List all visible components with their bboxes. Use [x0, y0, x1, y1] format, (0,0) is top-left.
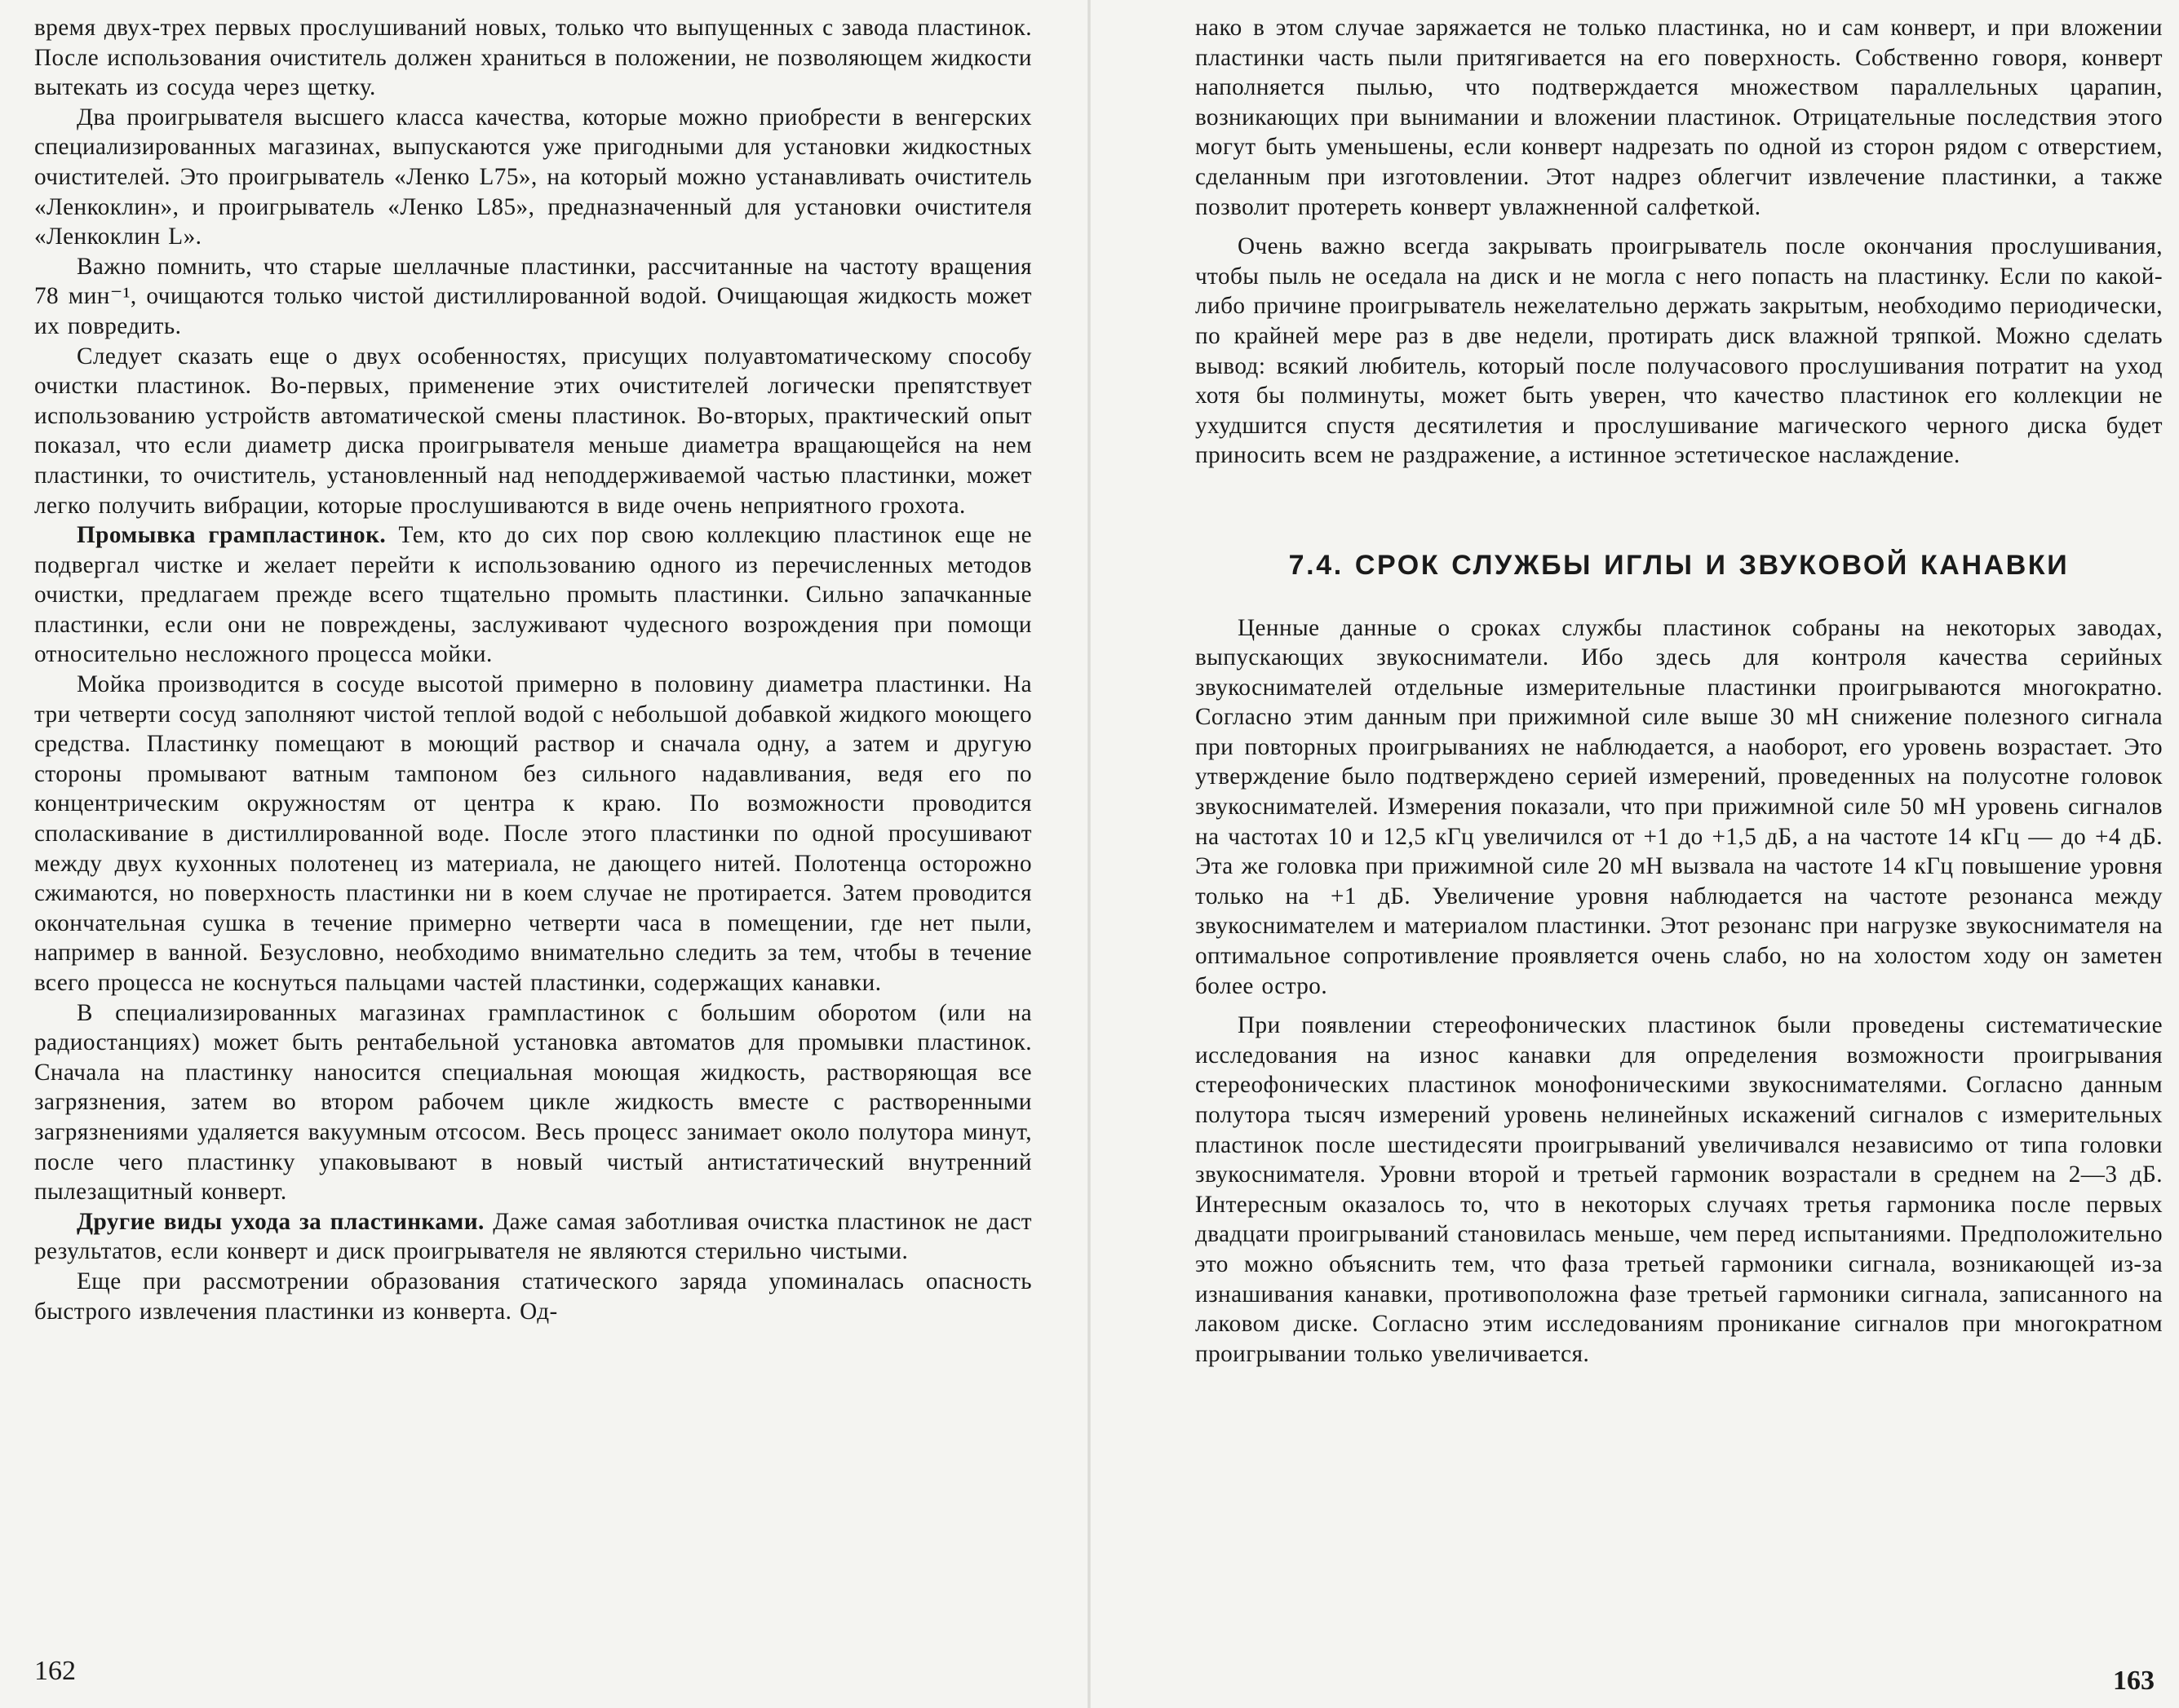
- paragraph: Ценные данные о сроках службы пластинок собраны на некоторых заводах, выпускающих звукосниматели. Ибо здесь для контроля качества серийных звукоснимателей отдельные измерительные пластинки проигрываются многократно. Согласно этим данным при прижимной силе выше 30 мН снижение полезного сигнала при повторных проигрываниях не наблюдается, а наоборот, его уровень возрастает. Это утверждение было подтверждено серией измерений, проведенных на полусотне головок звукоснимателей. Измерения показали, что при прижимной силе 50 мН уровень сигналов на частотах 10 и 12,5 кГц увеличился от +1 до +1,5 дБ, а на частоте 14 кГц — до +4 дБ. Эта же головка при прижимной силе 20 мН вызвала на частоте 14 кГц повышение уровня только на +1 дБ. Увеличение уровня наблюдается на частоте резонанса между звукоснимателем и материалом пластинки. Этот резонанс при нагрузке звукоснимателя на оптимальное сопротивление проявляется очень слабо, но на холостом ходу он заметен более остро.: [1195, 614, 2163, 999]
- right-page: [1089, 0, 2179, 1708]
- paragraph: В специализированных магазинах грампластинок с большим оборотом (или на радиостанциях) может быть рентабельной установка автоматов для промывки пластинок. Сначала на пластинку наносится специальная моющая жидкость, растворяющая все загрязнения, затем во втором рабочем цикле жидкость вместе с растворенными загрязнениями удаляется вакуумным отсосом. Весь процесс занимает около полутора минут, после чего пластинку упаковывают в новый чистый антистатический внутренний пылезащитный конверт.: [34, 999, 1032, 1206]
- paragraph: Следует сказать еще о двух особенностях, присущих полуавтоматическому способу очистки пластинок. Во-первых, применение этих очистителей логически препятствует использованию устройств автоматической смены пластинок. Во-вторых, практический опыт показал, что если диаметр диска проигрывателя меньше диаметра вращающейся на нем пластинки, то очиститель, установленный над неподдерживаемой частью пластинки, может легко получить вибрации, которые прослушиваются в виде очень неприятного грохота.: [34, 343, 1032, 519]
- paragraph: При появлении стереофонических пластинок были проведены систематические исследования на износ канавки для определения возможности проигрывания стереофонических пластинок монофоническими звукоснимателями. Согласно данным полутора тысяч измерений уровень нелинейных искажений сигналов с измерительных пластинок после шестидесяти проигрываний увеличивался независимо от типа головки звукоснимателя. Уровни второй и третьей гармоник возрастали в среднем на 2—3 дБ. Интересным оказалось то, что в некоторых случаях третья гармоника после первых двадцати проигрываний становилась меньше, чем перед испытаниями. Предположительно это можно объяснить тем, что фаза третьей гармоники сигнала, возникающей из-за изнашивания канавки, противоположна фазе третьей гармоники сигнала, записанного на лаковом диске. Согласно этим исследованиям проникание сигналов при многократном проигрывании только увеличивается.: [1195, 1012, 2163, 1367]
- right-page-body: [1195, 13, 2163, 1369]
- left-page-body: [34, 13, 1032, 1326]
- paragraph: Два проигрывателя высшего класса качества, которые можно приобрести в венгерских специализированных магазинах, выпускаются уже пригодными для установки жидкостных очистителей. Это проигрыватель «Ленко L75», на который можно устанавливать очиститель «Ленкоклин», и проигрыватель «Ленко L85», предназначенный для установки очистителя «Ленкоклин L».: [34, 104, 1032, 250]
- paragraph: [34, 1207, 1032, 1267]
- page-number: 163: [2113, 1666, 2155, 1696]
- run-in-heading: Другие виды ухода за пластинками.: [77, 1208, 485, 1235]
- page-number: 162: [34, 1656, 76, 1686]
- paragraph: нако в этом случае заряжается не только пластинка, но и сам конверт, и при вложении пластинки часть пыли притягивается на его поверхность. Собственно говоря, конверт наполняется пылью, что подтверждается множеством параллельных царапин, возникающих при вынимании и вложении пластинок. Отрицательные последствия этого могут быть уменьшены, если конверт надрезать по одной из сторон рядом с отверстием, сделанным при изготовлении. Этот надрез облегчит извлечение пластинки, а также позволит протереть конверт увлажненной салфеткой.: [1195, 15, 2163, 220]
- paragraph: Мойка производится в сосуде высотой примерно в половину диаметра пластинки. На три четверти сосуд заполняют чистой теплой водой с небольшой добавкой жидкого моющего средства. Пластинку помещают в моющий раствор и сначала одну, а затем и другую стороны промывают ватным тампоном без сильного надавливания, ведя его по концентрическим окружностям от центра к краю. По возможности проводится споласкивание в дистиллированной воде. После этого пластинки по одной просушивают между двух кухонных полотенец из материала, не дающего нитей. Полотенца осторожно сжимаются, но поверхность пластинки ни в коем случае не протирается. Затем проводится окончательная сушка в течение примерно четверти часа в помещении, где нет пыли, например в ванной. Безусловно, необходимо внимательно следить за тем, чтобы в течение всего процесса не коснуться пальцами частей пластинки, содержащих канавки.: [34, 671, 1032, 996]
- paragraph: Очень важно всегда закрывать проигрыватель после окончания прослушивания, чтобы пыль не оседала на диск и не могла с него попасть на пластинку. Если по какой-либо причине проигрыватель нежелательно держать закрытым, необходимо периодически, по крайней мере раз в две недели, протирать диск влажной тряпкой. Можно сделать вывод: всякий любитель, который после получасового прослушивания потратит на уход хотя бы полминуты, может быть уверен, что качество пластинок его коллекции не ухудшится спустя десятилетия и прослушивание магического черного диска будет приносить всем не раздражение, а истинное эстетическое наслаждение.: [1195, 233, 2163, 469]
- paragraph: [34, 520, 1032, 670]
- section-heading: 7.4. СРОК СЛУЖБЫ ИГЛЫ И ЗВУКОВОЙ КАНАВКИ: [1288, 549, 2070, 581]
- paragraph-text: Тем, кто до сих пор свою коллекцию пластинок еще не подвергал чистке и желает перейти к использованию одного из перечисленных методов очистки, предлагаем прежде всего тщательно промыть пластинки. Сильно запачканные пластинки, если они не повреждены, заслуживают чудесного возрождения при помощи относительно несложного процесса мойки.: [34, 522, 1033, 668]
- paragraph-text: Даже самая заботливая очистка пластинок не даст результатов, если конверт и диск проигрывателя не являются стерильно чистыми.: [34, 1208, 1032, 1265]
- paragraph: время двух-трех первых прослушиваний новых, только что выпущенных с завода пластинок. После использования очиститель должен храниться в положении, не позволяющем жидкости вытекать из сосуда через щетку.: [34, 15, 1032, 101]
- paragraph: Еще при рассмотрении образования статического заряда упоминалась опасность быстрого извлечения пластинки из конверта. Од-: [34, 1268, 1032, 1325]
- left-page: [0, 0, 1089, 1708]
- run-in-heading: Промывка грампластинок.: [77, 522, 387, 549]
- paragraph: Важно помнить, что старые шеллачные пластинки, рассчитанные на частоту вращения 78 мин⁻¹, очищаются только чистой дистиллированной водой. Очищающая жидкость может их повредить.: [34, 253, 1032, 339]
